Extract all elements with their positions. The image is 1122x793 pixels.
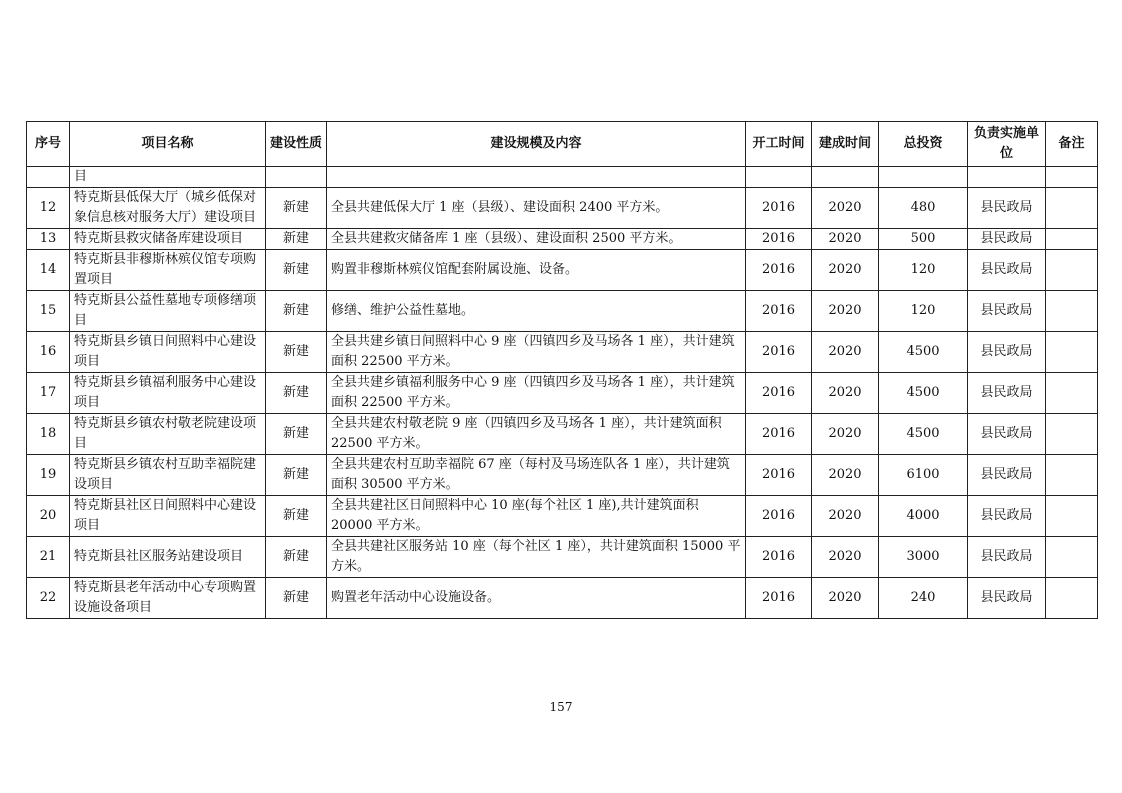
page-number: 157 xyxy=(549,700,573,714)
cell-finish: 2020 xyxy=(812,188,879,229)
cell-content: 全县共建社区日间照料中心 10 座(每个社区 1 座),共计建筑面积 20000 平方米。 xyxy=(327,496,746,537)
cell-seq: 13 xyxy=(27,229,70,250)
table-row-continuation xyxy=(27,167,1098,188)
cell-unit: 县民政局 xyxy=(968,291,1046,332)
cell-unit xyxy=(968,167,1046,188)
cell-remark xyxy=(1046,167,1098,188)
cell-name: 特克斯县乡镇农村敬老院建设项目 xyxy=(70,414,266,455)
cell-nature: 新建 xyxy=(266,229,327,250)
cell-remark xyxy=(1046,250,1098,291)
header-start: 开工时间 xyxy=(746,122,812,167)
table-row xyxy=(27,250,1098,291)
header-nature: 建设性质 xyxy=(266,122,327,167)
cell-investment: 4500 xyxy=(879,414,968,455)
cell-remark xyxy=(1046,373,1098,414)
header-name: 项目名称 xyxy=(70,122,266,167)
cell-content: 购置非穆斯林殡仪馆配套附属设施、设备。 xyxy=(327,250,746,291)
table-body xyxy=(27,167,1098,619)
cell-investment: 240 xyxy=(879,578,968,619)
cell-content: 全县共建乡镇日间照料中心 9 座（四镇四乡及马场各 1 座），共计建筑面积 22500 平方米。 xyxy=(327,332,746,373)
cell-remark xyxy=(1046,229,1098,250)
cell-start: 2016 xyxy=(746,250,812,291)
cell-seq: 22 xyxy=(27,578,70,619)
cell-nature: 新建 xyxy=(266,373,327,414)
cell-finish: 2020 xyxy=(812,414,879,455)
cell-start: 2016 xyxy=(746,332,812,373)
cell-unit: 县民政局 xyxy=(968,455,1046,496)
cell-start: 2016 xyxy=(746,537,812,578)
cell-start: 2016 xyxy=(746,496,812,537)
cell-finish: 2020 xyxy=(812,455,879,496)
cell-finish: 2020 xyxy=(812,332,879,373)
cell-content: 全县共建社区服务站 10 座（每个社区 1 座），共计建筑面积 15000 平方米。 xyxy=(327,537,746,578)
cell-investment: 4500 xyxy=(879,373,968,414)
cell-content: 修缮、维护公益性墓地。 xyxy=(327,291,746,332)
cell-start xyxy=(746,167,812,188)
cell-remark xyxy=(1046,578,1098,619)
cell-remark xyxy=(1046,332,1098,373)
cell-seq: 20 xyxy=(27,496,70,537)
cell-content: 全县共建乡镇福利服务中心 9 座（四镇四乡及马场各 1 座），共计建筑面积 22500 平方米。 xyxy=(327,373,746,414)
cell-seq: 17 xyxy=(27,373,70,414)
cell-nature: 新建 xyxy=(266,414,327,455)
cell-unit: 县民政局 xyxy=(968,373,1046,414)
cell-start: 2016 xyxy=(746,578,812,619)
cell-start: 2016 xyxy=(746,455,812,496)
header-unit: 负责实施单位 xyxy=(968,122,1046,167)
cell-content: 全县共建农村互助幸福院 67 座（每村及马场连队各 1 座），共计建筑面积 30500 平方米。 xyxy=(327,455,746,496)
cell-finish: 2020 xyxy=(812,250,879,291)
cell-name: 特克斯县公益性墓地专项修缮项目 xyxy=(70,291,266,332)
cell-nature: 新建 xyxy=(266,455,327,496)
cell-remark xyxy=(1046,291,1098,332)
cell-content xyxy=(327,167,746,188)
table-row xyxy=(27,414,1098,455)
table-header-row xyxy=(27,122,1098,167)
cell-seq: 18 xyxy=(27,414,70,455)
cell-seq: 12 xyxy=(27,188,70,229)
cell-name: 特克斯县老年活动中心专项购置设施设备项目 xyxy=(70,578,266,619)
table-row xyxy=(27,332,1098,373)
cell-finish: 2020 xyxy=(812,229,879,250)
header-finish: 建成时间 xyxy=(812,122,879,167)
cell-finish: 2020 xyxy=(812,291,879,332)
cell-nature xyxy=(266,167,327,188)
table-row xyxy=(27,229,1098,250)
table-row xyxy=(27,537,1098,578)
cell-name: 目 xyxy=(70,167,266,188)
table-row xyxy=(27,578,1098,619)
header-content: 建设规模及内容 xyxy=(327,122,746,167)
cell-content: 全县共建救灾储备库 1 座（县级）、建设面积 2500 平方米。 xyxy=(327,229,746,250)
cell-content: 购置老年活动中心设施设备。 xyxy=(327,578,746,619)
cell-finish xyxy=(812,167,879,188)
cell-seq: 15 xyxy=(27,291,70,332)
cell-unit: 县民政局 xyxy=(968,414,1046,455)
cell-nature: 新建 xyxy=(266,250,327,291)
cell-start: 2016 xyxy=(746,373,812,414)
cell-investment: 4000 xyxy=(879,496,968,537)
cell-start: 2016 xyxy=(746,291,812,332)
cell-seq xyxy=(27,167,70,188)
cell-investment: 500 xyxy=(879,229,968,250)
cell-name: 特克斯县乡镇日间照料中心建设项目 xyxy=(70,332,266,373)
header-remark: 备注 xyxy=(1046,122,1098,167)
cell-name: 特克斯县乡镇福利服务中心建设项目 xyxy=(70,373,266,414)
table-row xyxy=(27,373,1098,414)
project-table xyxy=(26,121,1098,619)
header-investment: 总投资 xyxy=(879,122,968,167)
cell-finish: 2020 xyxy=(812,537,879,578)
table-row xyxy=(27,291,1098,332)
cell-nature: 新建 xyxy=(266,537,327,578)
cell-seq: 19 xyxy=(27,455,70,496)
cell-investment: 3000 xyxy=(879,537,968,578)
cell-seq: 16 xyxy=(27,332,70,373)
cell-unit: 县民政局 xyxy=(968,188,1046,229)
cell-seq: 21 xyxy=(27,537,70,578)
cell-seq: 14 xyxy=(27,250,70,291)
cell-name: 特克斯县非穆斯林殡仪馆专项购置项目 xyxy=(70,250,266,291)
cell-nature: 新建 xyxy=(266,578,327,619)
cell-name: 特克斯县低保大厅（城乡低保对象信息核对服务大厅）建设项目 xyxy=(70,188,266,229)
cell-name: 特克斯县乡镇农村互助幸福院建设项目 xyxy=(70,455,266,496)
cell-content: 全县共建低保大厅 1 座（县级）、建设面积 2400 平方米。 xyxy=(327,188,746,229)
cell-nature: 新建 xyxy=(266,496,327,537)
cell-unit: 县民政局 xyxy=(968,537,1046,578)
cell-remark xyxy=(1046,537,1098,578)
cell-unit: 县民政局 xyxy=(968,332,1046,373)
cell-remark xyxy=(1046,188,1098,229)
cell-unit: 县民政局 xyxy=(968,229,1046,250)
cell-start: 2016 xyxy=(746,188,812,229)
cell-content: 全县共建农村敬老院 9 座（四镇四乡及马场各 1 座），共计建筑面积 22500 平方米。 xyxy=(327,414,746,455)
cell-name: 特克斯县社区服务站建设项目 xyxy=(70,537,266,578)
cell-remark xyxy=(1046,455,1098,496)
cell-investment: 6100 xyxy=(879,455,968,496)
cell-unit: 县民政局 xyxy=(968,250,1046,291)
cell-start: 2016 xyxy=(746,414,812,455)
cell-investment xyxy=(879,167,968,188)
cell-nature: 新建 xyxy=(266,332,327,373)
cell-investment: 4500 xyxy=(879,332,968,373)
cell-finish: 2020 xyxy=(812,373,879,414)
cell-unit: 县民政局 xyxy=(968,496,1046,537)
cell-finish: 2020 xyxy=(812,496,879,537)
cell-finish: 2020 xyxy=(812,578,879,619)
cell-unit: 县民政局 xyxy=(968,578,1046,619)
cell-investment: 120 xyxy=(879,291,968,332)
cell-name: 特克斯县社区日间照料中心建设项目 xyxy=(70,496,266,537)
cell-remark xyxy=(1046,496,1098,537)
cell-investment: 480 xyxy=(879,188,968,229)
cell-investment: 120 xyxy=(879,250,968,291)
cell-name: 特克斯县救灾储备库建设项目 xyxy=(70,229,266,250)
table-row xyxy=(27,496,1098,537)
table-row xyxy=(27,455,1098,496)
cell-nature: 新建 xyxy=(266,188,327,229)
cell-remark xyxy=(1046,414,1098,455)
cell-nature: 新建 xyxy=(266,291,327,332)
table-row xyxy=(27,188,1098,229)
cell-start: 2016 xyxy=(746,229,812,250)
header-seq: 序号 xyxy=(27,122,70,167)
